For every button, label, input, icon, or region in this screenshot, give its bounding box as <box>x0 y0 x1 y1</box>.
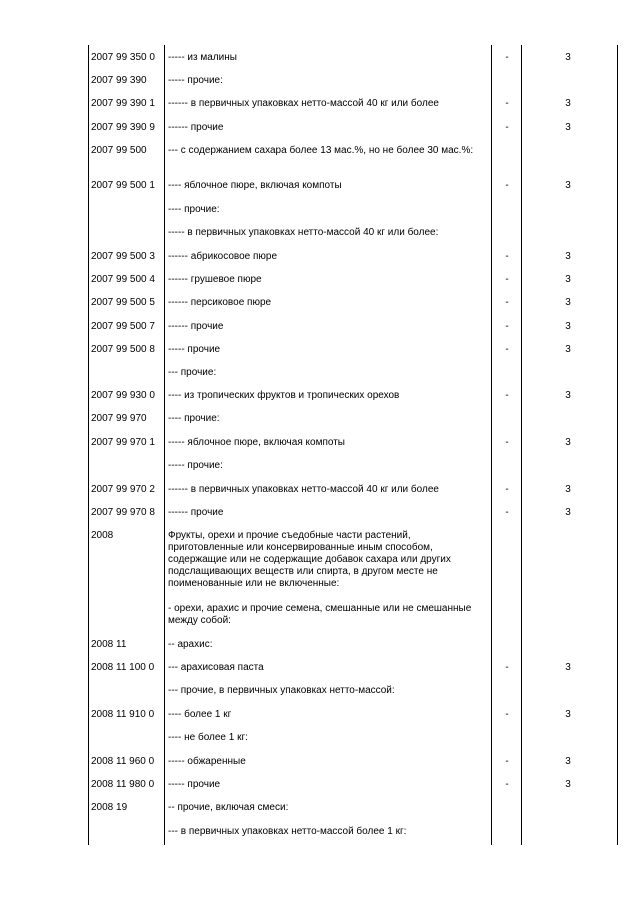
item-description: ----- прочие: <box>168 460 223 471</box>
item-description: ------ в первичных упаковках нетто-массой 40 кг или более <box>168 484 439 495</box>
duty-rate: 3 <box>565 52 571 63</box>
unit-cell: - <box>505 52 509 63</box>
item-description: ----- из малины <box>168 52 237 63</box>
tariff-code: 2007 99 500 4 <box>91 274 155 285</box>
duty-rate: 3 <box>565 437 571 448</box>
unit-cell: - <box>505 321 509 332</box>
unit-cell: - <box>505 390 509 401</box>
column-divider <box>164 45 165 845</box>
item-description: ------ прочие <box>168 507 224 518</box>
item-description: ------ грушевое пюре <box>168 274 262 285</box>
item-description: Фрукты, орехи и прочие съедобные части растений, приготовленные или консервированные иным способом, содержащие или не содержащие добавок сахара или других подслащивающих веществ или спирта, в другом месте не поименованные или не включенные: <box>168 530 451 589</box>
column-divider <box>617 45 618 845</box>
unit-cell: - <box>505 437 509 448</box>
tariff-code: 2007 99 500 <box>91 145 147 156</box>
unit-cell: - <box>505 344 509 355</box>
duty-rate: 3 <box>565 756 571 767</box>
tariff-code: 2007 99 500 8 <box>91 344 155 355</box>
item-description: ---- яблочное пюре, включая компоты <box>168 180 342 191</box>
duty-rate: 3 <box>565 180 571 191</box>
item-description: ------ в первичных упаковках нетто-массой 40 кг или более <box>168 98 439 109</box>
item-description: ---- из тропических фруктов и тропических орехов <box>168 390 400 401</box>
unit-cell: - <box>505 507 509 518</box>
item-description: ----- обжаренные <box>168 756 246 767</box>
tariff-code: 2007 99 350 0 <box>91 52 155 63</box>
unit-cell: - <box>505 180 509 191</box>
duty-rate: 3 <box>565 321 571 332</box>
unit-cell: - <box>505 709 509 720</box>
tariff-code: 2008 11 100 0 <box>91 662 155 673</box>
item-description: -- прочие, включая смеси: <box>168 802 289 813</box>
item-description: --- прочие, в первичных упаковках нетто-массой: <box>168 685 395 696</box>
item-description: ------ персиковое пюре <box>168 297 272 308</box>
duty-rate: 3 <box>565 709 571 720</box>
tariff-code: 2008 11 910 0 <box>91 709 155 720</box>
duty-rate: 3 <box>565 779 571 790</box>
tariff-code: 2008 11 <box>91 639 127 650</box>
tariff-code: 2007 99 390 <box>91 75 147 86</box>
unit-cell: - <box>505 122 509 133</box>
tariff-code: 2007 99 500 1 <box>91 180 155 191</box>
item-description: ---- прочие: <box>168 204 220 215</box>
item-description: ------ прочие <box>168 321 224 332</box>
tariff-code: 2007 99 500 5 <box>91 297 155 308</box>
item-description: ---- не более 1 кг: <box>168 732 248 743</box>
item-description: - орехи, арахис и прочие семена, смешанные или не смешанные между собой: <box>168 603 472 626</box>
unit-cell: - <box>505 274 509 285</box>
tariff-code: 2008 19 <box>91 802 128 813</box>
unit-cell: - <box>505 251 509 262</box>
tariff-code: 2007 99 500 3 <box>91 251 155 262</box>
tariff-code: 2008 11 980 0 <box>91 779 155 790</box>
item-description: ----- прочие <box>168 344 221 355</box>
tariff-code: 2007 99 930 0 <box>91 390 155 401</box>
tariff-code: 2007 99 390 1 <box>91 98 155 109</box>
unit-cell: - <box>505 756 509 767</box>
unit-cell: - <box>505 662 509 673</box>
item-description: ----- в первичных упаковках нетто-массой 40 кг или более: <box>168 227 439 238</box>
duty-rate: 3 <box>565 507 571 518</box>
item-description: -- арахис: <box>168 639 213 650</box>
item-description: ----- яблочное пюре, включая компоты <box>168 437 345 448</box>
item-description: ---- прочие: <box>168 413 220 424</box>
duty-rate: 3 <box>565 344 571 355</box>
tariff-code: 2007 99 390 9 <box>91 122 155 133</box>
item-description: ----- прочие <box>168 779 221 790</box>
item-description: ------ прочие <box>168 122 224 133</box>
item-description: ----- прочие: <box>168 75 223 86</box>
tariff-code: 2007 99 970 8 <box>91 507 155 518</box>
column-divider <box>88 45 89 845</box>
tariff-code: 2007 99 500 7 <box>91 321 155 332</box>
duty-rate: 3 <box>565 484 571 495</box>
duty-rate: 3 <box>565 251 571 262</box>
duty-rate: 3 <box>565 662 571 673</box>
duty-rate: 3 <box>565 390 571 401</box>
tariff-code: 2008 <box>91 530 114 541</box>
unit-cell: - <box>505 98 509 109</box>
tariff-code: 2008 11 960 0 <box>91 756 155 767</box>
item-description: ------ абрикосовое пюре <box>168 251 278 262</box>
duty-rate: 3 <box>565 274 571 285</box>
unit-cell: - <box>505 484 509 495</box>
tariff-code: 2007 99 970 2 <box>91 484 155 495</box>
unit-cell: - <box>505 297 509 308</box>
item-description: --- в первичных упаковках нетто-массой более 1 кг: <box>168 826 407 837</box>
unit-cell: - <box>505 779 509 790</box>
tariff-code: 2007 99 970 <box>91 413 147 424</box>
duty-rate: 3 <box>565 98 571 109</box>
duty-rate: 3 <box>565 122 571 133</box>
item-description: --- с содержанием сахара более 13 мас.%, но не более 30 мас.%: <box>168 145 474 156</box>
tariff-code: 2007 99 970 1 <box>91 437 155 448</box>
item-description: --- прочие: <box>168 367 217 378</box>
duty-rate: 3 <box>565 297 571 308</box>
column-divider <box>491 45 492 845</box>
item-description: ---- более 1 кг <box>168 709 232 720</box>
item-description: --- арахисовая паста <box>168 662 264 673</box>
